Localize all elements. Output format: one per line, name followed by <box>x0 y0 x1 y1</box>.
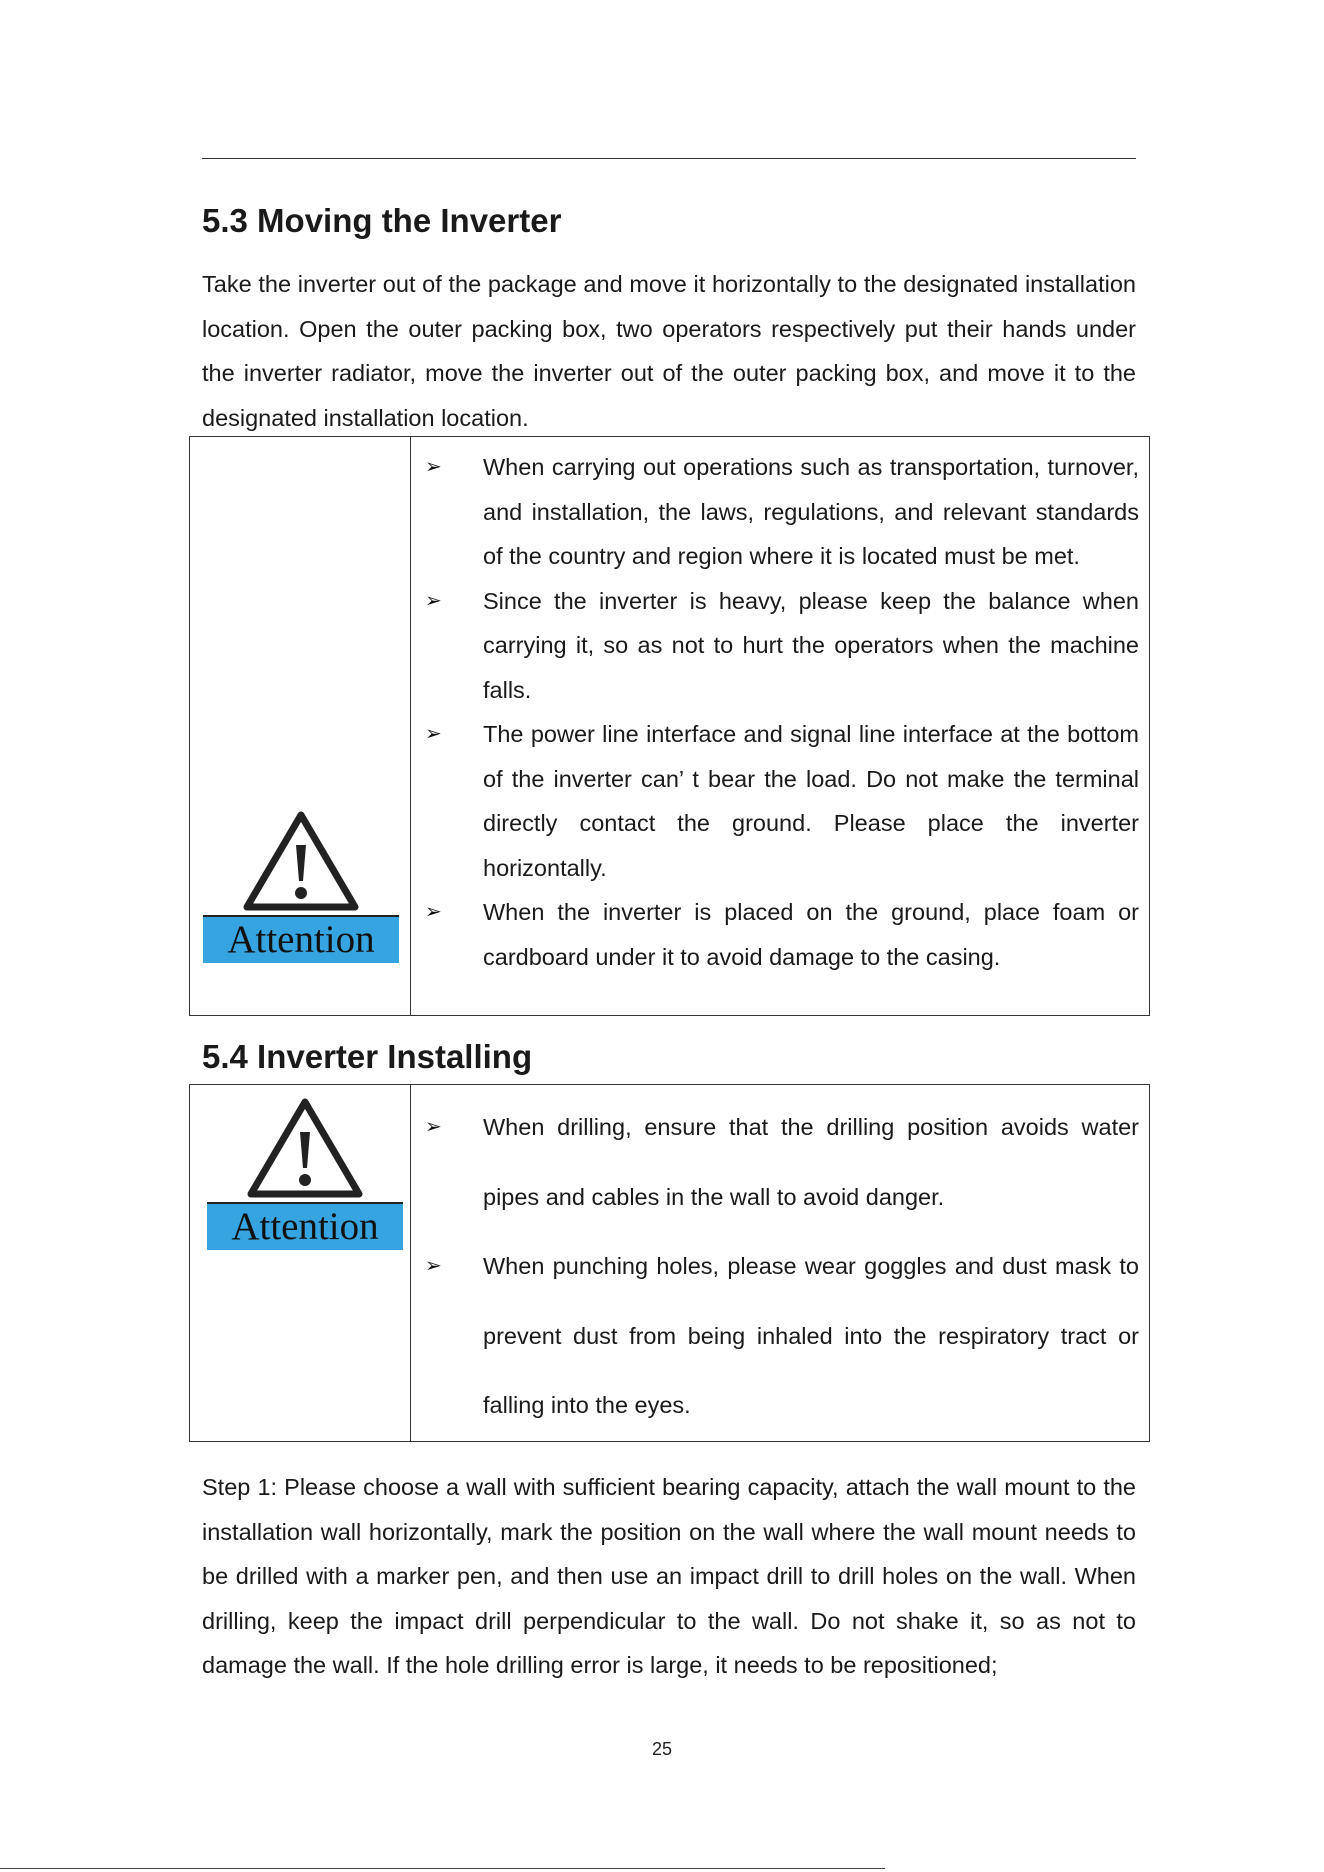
notice-bullet-list <box>411 1085 1149 1441</box>
attention-notice-installing <box>189 1084 1150 1442</box>
step-1-paragraph: Step 1: Please choose a wall with sufficient bearing capacity, attach the wall mount to the installation wall horizontally, mark the position on the wall where the wall mount needs to be drilled with a marker pen, and then use an impact drill to drill holes on the wall. When drilling, keep the impact drill perpendicular to the wall. Do not shake it, so as not to damage the wall. If the hole drilling error is large, it needs to be repositioned; <box>202 1474 1136 1678</box>
arrow-bullet-icon: ➢ <box>425 1255 442 1277</box>
list-item <box>425 579 1139 713</box>
list-item <box>425 712 1139 890</box>
notice-icon-cell <box>190 437 411 1016</box>
notice-bullet-list <box>411 437 1149 979</box>
warning-triangle-icon <box>203 807 399 915</box>
arrow-bullet-icon: ➢ <box>425 723 442 745</box>
attention-label: Attention <box>207 1202 403 1250</box>
notice-item-text: Since the inverter is heavy, please keep the balance when carrying it, so as not to hurt the operators when the machine falls. <box>483 587 1139 703</box>
notice-item-text: When drilling, ensure that the drilling position avoids water pipes and cables in the wall to avoid danger. <box>483 1114 1139 1210</box>
attention-badge <box>207 1094 403 1250</box>
arrow-bullet-icon: ➢ <box>425 589 442 612</box>
footer-rule <box>0 1868 885 1869</box>
attention-label: Attention <box>203 915 399 963</box>
moving-intro-paragraph: Take the inverter out of the package and move it horizontally to the designated installation location. Open the outer packing box, two operators respectively put their hands under the inverter radiator, move the inverter out of the outer packing box, and move it to the designated installation location. <box>202 271 1136 431</box>
notice-text-cell <box>411 437 1150 1016</box>
notice-icon-cell <box>190 1085 411 1442</box>
list-item <box>425 1232 1139 1441</box>
attention-notice-moving <box>189 436 1150 1016</box>
notice-item-text: When the inverter is placed on the ground, place foam or cardboard under it to avoid damage to the casing. <box>483 899 1139 970</box>
page-number: 25 <box>651 1739 673 1759</box>
section-heading-5-3: 5.3 Moving the Inverter <box>202 202 562 239</box>
arrow-bullet-icon: ➢ <box>425 1116 442 1138</box>
arrow-bullet-icon: ➢ <box>425 901 442 923</box>
section-heading-5-4: 5.4 Inverter Installing <box>202 1038 533 1075</box>
list-item <box>425 890 1139 979</box>
notice-item-text: The power line interface and signal line interface at the bottom of the inverter can’ t bear the load. Do not make the terminal directly contact the ground. Please place the inverter horizontally. <box>483 721 1139 881</box>
notice-item-text: When punching holes, please wear goggles and dust mask to prevent dust from being inhaled into the respiratory tract or falling into the eyes. <box>483 1253 1139 1418</box>
arrow-bullet-icon: ➢ <box>425 456 442 478</box>
warning-triangle-icon <box>207 1094 403 1202</box>
list-item <box>425 1093 1139 1232</box>
attention-badge <box>203 807 399 963</box>
list-item <box>425 445 1139 579</box>
header-rule <box>202 158 1136 159</box>
notice-text-cell <box>411 1085 1150 1442</box>
notice-item-text: When carrying out operations such as transportation, turnover, and installation, the laws, regulations, and relevant standards of the country and region where it is located must be met. <box>483 454 1139 569</box>
